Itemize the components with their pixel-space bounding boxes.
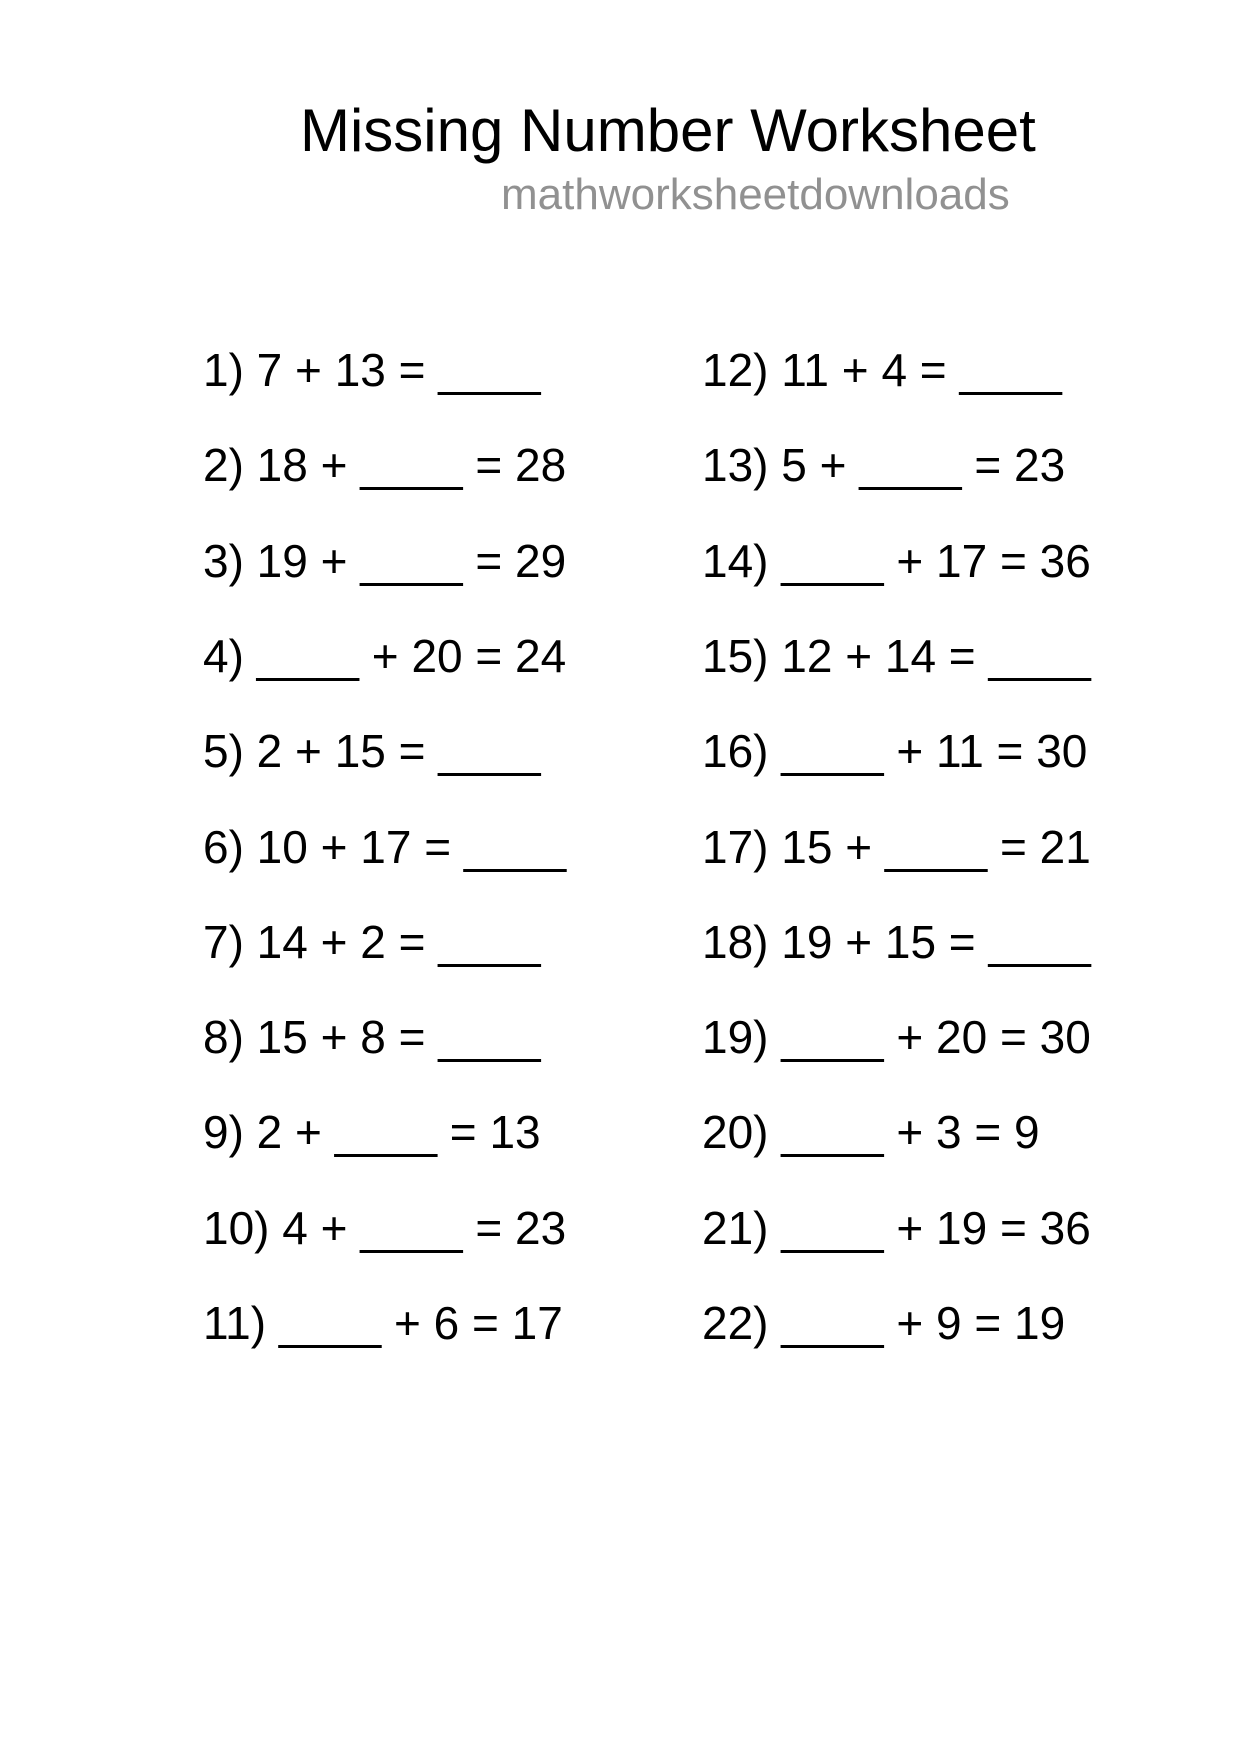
problem-2: 2) 18 + ____ = 28 <box>203 439 567 491</box>
problem-4: 4) ____ + 20 = 24 <box>203 630 567 682</box>
problem-1: 1) 7 + 13 = ____ <box>203 344 541 396</box>
site-watermark: mathworksheetdownloads <box>501 170 1010 219</box>
page-title: Missing Number Worksheet <box>300 97 1036 164</box>
problem-15: 15) 12 + 14 = ____ <box>702 630 1091 682</box>
problem-18: 18) 19 + 15 = ____ <box>702 916 1091 968</box>
problem-3: 3) 19 + ____ = 29 <box>203 535 567 587</box>
problems-column-left <box>203 0 723 1754</box>
problem-5: 5) 2 + 15 = ____ <box>203 725 541 777</box>
problem-8: 8) 15 + 8 = ____ <box>203 1011 541 1063</box>
problem-10: 10) 4 + ____ = 23 <box>203 1202 567 1254</box>
problem-13: 13) 5 + ____ = 23 <box>702 439 1066 491</box>
problem-20: 20) ____ + 3 = 9 <box>702 1106 1040 1158</box>
problem-14: 14) ____ + 17 = 36 <box>702 535 1091 587</box>
problem-16: 16) ____ + 11 = 30 <box>702 725 1088 777</box>
problem-22: 22) ____ + 9 = 19 <box>702 1297 1066 1349</box>
problem-19: 19) ____ + 20 = 30 <box>702 1011 1091 1063</box>
problem-17: 17) 15 + ____ = 21 <box>702 821 1091 873</box>
problems-column-right <box>702 0 1222 1754</box>
problem-21: 21) ____ + 19 = 36 <box>702 1202 1091 1254</box>
problem-11: 11) ____ + 6 = 17 <box>203 1297 563 1349</box>
problem-12: 12) 11 + 4 = ____ <box>702 344 1062 396</box>
problem-9: 9) 2 + ____ = 13 <box>203 1106 541 1158</box>
problem-6: 6) 10 + 17 = ____ <box>203 821 567 873</box>
problem-7: 7) 14 + 2 = ____ <box>203 916 541 968</box>
